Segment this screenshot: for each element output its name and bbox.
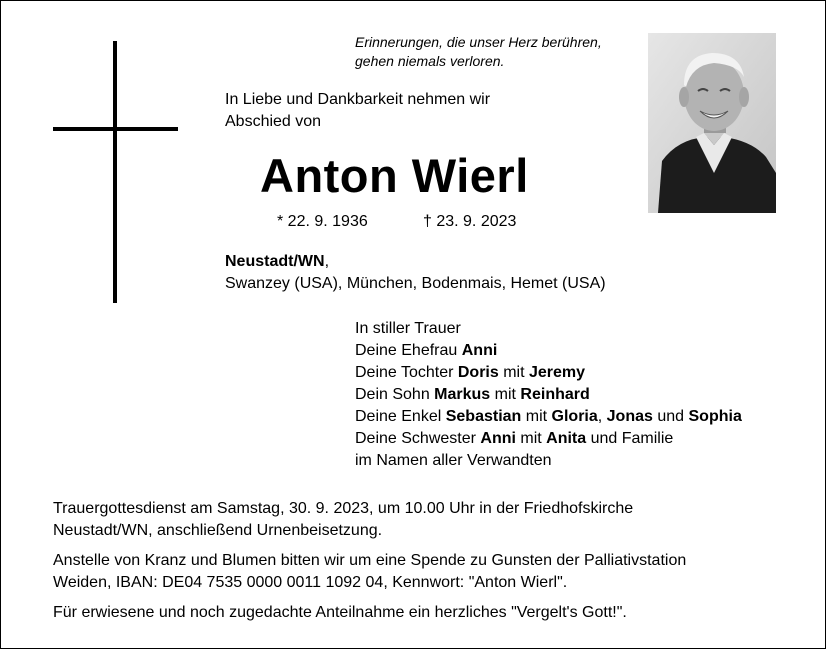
mourner-name: Anita (546, 430, 587, 447)
mourner-name: Jeremy (529, 364, 586, 381)
quote-line: gehen niemals verloren. (355, 53, 505, 69)
relation-label: Deine Schwester (355, 430, 481, 447)
announcement-details (53, 498, 793, 632)
memorial-quote (355, 33, 602, 71)
intro-text (225, 89, 490, 133)
mourner-name: Sebastian (445, 408, 522, 425)
connector-text: , (597, 408, 607, 425)
connector-text: und Familie (586, 430, 674, 447)
mourner-line (355, 340, 742, 362)
place-separator: , (324, 253, 330, 270)
portrait-image (648, 33, 776, 213)
mourner-name: Reinhard (520, 386, 590, 403)
donation-line: Anstelle von Kranz und Blumen bitten wir um eine Spende zu Gunsten der Palliativstation (53, 552, 687, 569)
mourner-line (355, 406, 742, 428)
mourner-name: Markus (434, 386, 491, 403)
places (225, 251, 606, 295)
connector-text: und (652, 408, 689, 425)
death-date: † 23. 9. 2023 (423, 213, 517, 230)
mourner-name: Anni (480, 430, 516, 447)
other-places: Swanzey (USA), München, Bodenmais, Hemet (USA) (225, 275, 606, 292)
mourner-name: Gloria (551, 408, 598, 425)
connector-text: mit (521, 408, 552, 425)
mourner-name: Jonas (606, 408, 653, 425)
thanks-text: Für erwiesene und noch zugedachte Anteilnahme ein herzliches "Vergelt's Gott!". (53, 604, 627, 621)
service-line: Neustadt/WN, anschließend Urnenbeisetzung. (53, 522, 383, 539)
primary-place-line (225, 251, 606, 273)
intro-line: In Liebe und Dankbarkeit nehmen wir (225, 91, 491, 108)
primary-place: Neustadt/WN (225, 253, 325, 270)
mourner-line (355, 384, 742, 406)
donation-info (53, 550, 793, 594)
service-line: Trauergottesdienst am Samstag, 30. 9. 2023, um 10.00 Uhr in der Friedhofskirche (53, 500, 634, 517)
intro-line: Abschied von (225, 113, 322, 130)
cross-icon-bar (53, 127, 178, 131)
mourners-closing: im Namen aller Verwandten (355, 452, 552, 469)
mourner-line (355, 362, 742, 384)
quote-line: Erinnerungen, die unser Herz berühren, (355, 34, 602, 50)
relation-label: Deine Enkel (355, 408, 446, 425)
mourner-name: Doris (457, 364, 499, 381)
mourners-intro: In stiller Trauer (355, 320, 461, 337)
connector-text: mit (498, 364, 529, 381)
relation-label: Deine Tochter (355, 364, 458, 381)
birth-date: * 22. 9. 1936 (277, 213, 368, 230)
mourner-name: Anni (461, 342, 498, 359)
cross-icon (113, 41, 117, 303)
mourner-name: Sophia (688, 408, 742, 425)
connector-text: mit (490, 386, 521, 403)
mourners-list (355, 318, 742, 472)
relation-label: Dein Sohn (355, 386, 435, 403)
donation-line: Weiden, IBAN: DE04 7535 0000 0011 1092 04, Kennwort: "Anton Wierl". (53, 574, 568, 591)
mourner-line (355, 428, 742, 450)
connector-text: mit (515, 430, 547, 447)
relation-label: Deine Ehefrau (355, 342, 462, 359)
portrait-photo (648, 33, 776, 213)
service-info (53, 498, 793, 542)
deceased-name: Anton Wierl (260, 149, 529, 202)
